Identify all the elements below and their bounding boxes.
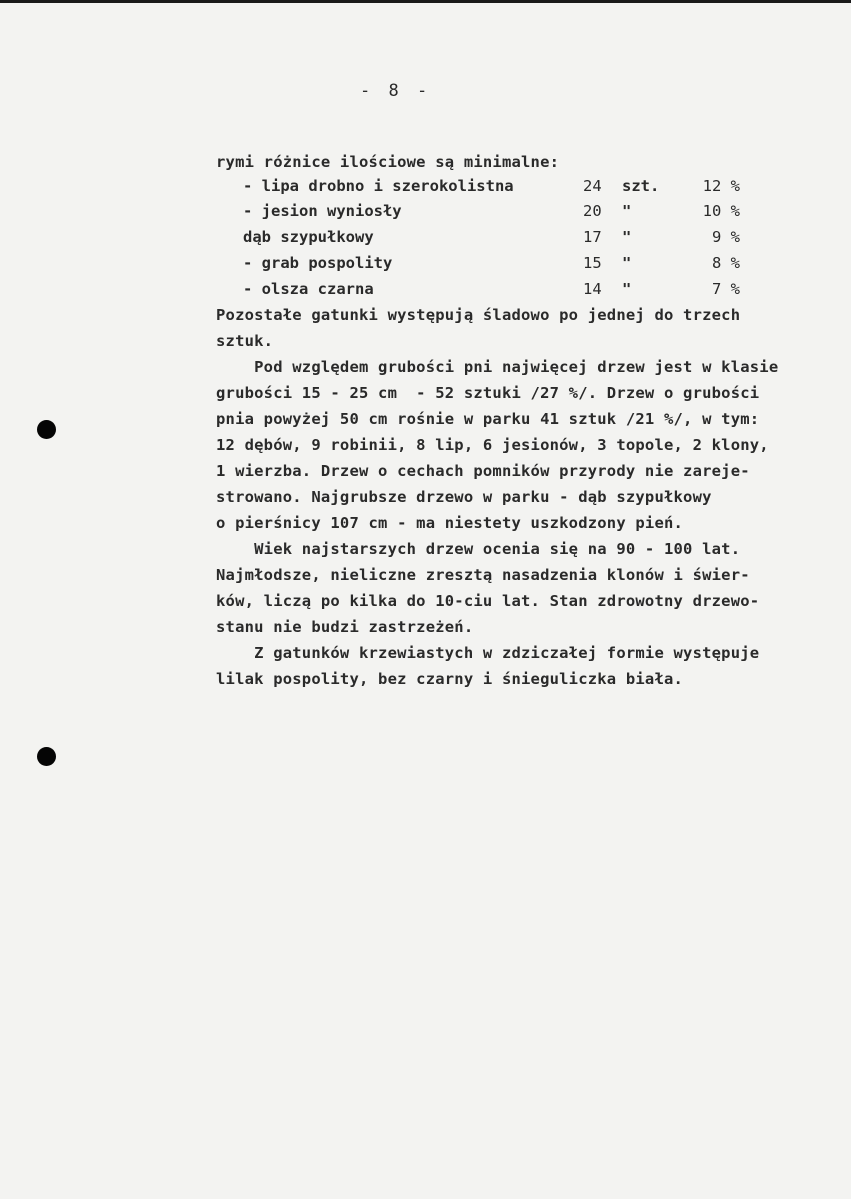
- species-unit: ": [622, 254, 632, 272]
- body-line: sztuk.: [216, 332, 274, 350]
- body-line: Z gatunków krzewiastych w zdziczałej formie występuje: [216, 644, 760, 662]
- species-row: [0, 177, 851, 201]
- punch-hole-bottom: [37, 747, 56, 766]
- species-name: - jesion wyniosły: [243, 202, 402, 220]
- body-line: Pod względem grubości pni najwięcej drzew jest w klasie: [216, 358, 779, 376]
- species-count: 20: [583, 202, 602, 220]
- body-line: 12 dębów, 9 robinii, 8 lip, 6 jesionów, 3 topole, 2 klony,: [216, 436, 769, 454]
- body-line: grubości 15 - 25 cm - 52 sztuki /27 %/. Drzew o grubości: [216, 384, 760, 402]
- species-percent: 7 %: [712, 280, 740, 298]
- species-percent: 9 %: [712, 228, 740, 246]
- body-line: o pierśnicy 107 cm - ma niestety uszkodzony pień.: [216, 514, 684, 532]
- species-unit: ": [622, 280, 632, 298]
- body-line: lilak pospolity, bez czarny i śnieguliczka biała.: [216, 670, 684, 688]
- species-name: - olsza czarna: [243, 280, 374, 298]
- intro-line: rymi różnice ilościowe są minimalne:: [216, 153, 560, 171]
- species-row: [0, 280, 851, 304]
- body-line: strowano. Najgrubsze drzewo w parku - dąb szypułkowy: [216, 488, 712, 506]
- species-row: [0, 254, 851, 278]
- species-unit: szt.: [622, 177, 660, 195]
- body-line: Wiek najstarszych drzew ocenia się na 90 - 100 lat.: [216, 540, 741, 558]
- species-unit: ": [622, 228, 632, 246]
- punch-hole-top: [37, 420, 56, 439]
- body-line: 1 wierzba. Drzew o cechach pomników przyrody nie zareje-: [216, 462, 750, 480]
- body-line: ków, liczą po kilka do 10-ciu lat. Stan zdrowotny drzewo-: [216, 592, 760, 610]
- body-line: stanu nie budzi zastrzeżeń.: [216, 618, 474, 636]
- species-percent: 12 %: [702, 177, 740, 195]
- species-name: - lipa drobno i szerokolistna: [243, 177, 514, 195]
- species-row: [0, 202, 851, 226]
- species-unit: ": [622, 202, 632, 220]
- species-percent: 10 %: [702, 202, 740, 220]
- species-row: [0, 228, 851, 252]
- page-number: - 8 -: [360, 81, 432, 101]
- species-percent: 8 %: [712, 254, 740, 272]
- species-count: 24: [583, 177, 602, 195]
- body-line: Pozostałe gatunki występują śladowo po jednej do trzech: [216, 306, 741, 324]
- species-count: 17: [583, 228, 602, 246]
- body-line: pnia powyżej 50 cm rośnie w parku 41 sztuk /21 %/, w tym:: [216, 410, 760, 428]
- species-count: 14: [583, 280, 602, 298]
- species-name: - grab pospolity: [243, 254, 393, 272]
- species-count: 15: [583, 254, 602, 272]
- species-name: dąb szypułkowy: [243, 228, 374, 246]
- body-line: Najmłodsze, nieliczne zresztą nasadzenia klonów i świer-: [216, 566, 750, 584]
